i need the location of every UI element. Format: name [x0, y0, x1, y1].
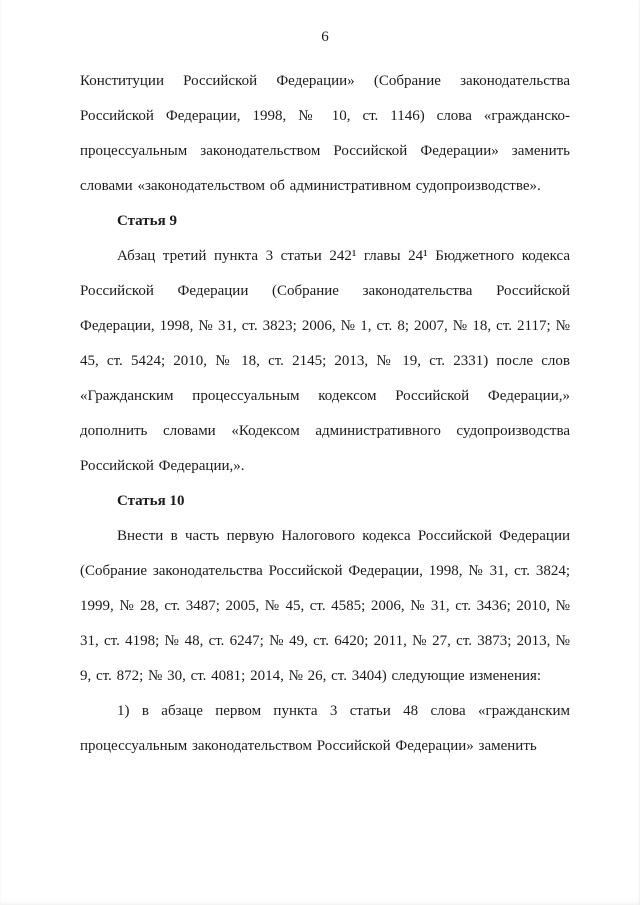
section-heading-article-9: Статья 9 [117, 213, 177, 229]
paragraph-continuation: Конституции Российской Федерации» (Собрание законодательства Российской Федерации, 1998, № 10, ст. 1146) слова «гражданско-процессуальным законодательством Российской Федерации» заменить словами «законодательством об административном судопроизводстве». [80, 73, 570, 194]
paragraph-article-10-item-1: 1) в абзаце первом пункта 3 статьи 48 слова «гражданским процессуальным законодательством Российской Федерации» заменить [80, 703, 570, 754]
page-number: 6 [321, 29, 329, 45]
section-heading-article-10: Статья 10 [117, 493, 185, 509]
paragraph-article-10-intro: Внести в часть первую Налогового кодекса Российской Федерации (Собрание законодательства Российской Федерации, 1998, № 31, ст. 3824; 1999, № 28, ст. 3487; 2005, № 45, ст. 4585; 2006, № 31, ст. 3436; 2010, № 31, ст. 4198; № 48, ст. 6247; № 49, ст. 6420; 2011, № 27, ст. 3873; 2013, № 9, ст. 872; № 30, ст. 4081; 2014, № 26, ст. 3404) следующие изменения: [80, 528, 570, 684]
paragraph-article-9-body: Абзац третий пункта 3 статьи 242¹ главы 24¹ Бюджетного кодекса Российской Федерации (Собрание законодательства Российской Федерации, 1998, № 31, ст. 3823; 2006, № 1, ст. 8; 2007, № 18, ст. 2117; № 45, ст. 5424; 2010, № 18, ст. 2145; 2013, № 19, ст. 2331) после слов «Гражданским процессуальным кодексом Российской Федерации,» дополнить словами «Кодексом административного судопроизводства Российской Федерации,». [80, 248, 570, 474]
document-body [0, 64, 640, 764]
